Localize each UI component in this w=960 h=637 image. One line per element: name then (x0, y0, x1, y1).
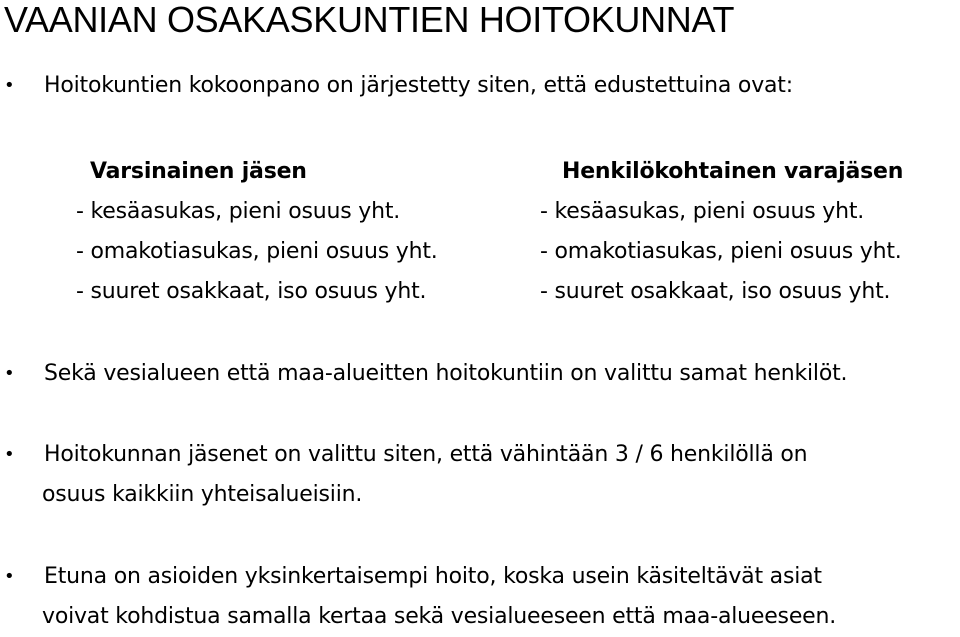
column-personal-deputy (540, 152, 903, 312)
bullet-line: Etuna on asioiden yksinkertaisempi hoito, koska usein käsiteltävät asiat (44, 564, 822, 589)
bullet-line: Hoitokunnan jäsenet on valittu siten, että vähintään 3 / 6 henkilöllä on (44, 442, 808, 467)
bullet-text (44, 435, 807, 515)
bullet-line: Sekä vesialueen että maa-alueitten hoitokuntiin on valittu samat henkilöt. (44, 361, 848, 386)
column-item: - kesäasukas, pieni osuus yht. (76, 199, 401, 224)
bullet-dot: • (4, 566, 15, 587)
bullet-dot: • (4, 444, 15, 465)
column-item: - omakotiasukas, pieni osuus yht. (540, 239, 902, 264)
column-item: - omakotiasukas, pieni osuus yht. (76, 239, 438, 264)
bullet-line: voivat kohdistua samalla kertaa sekä vesialueeseen että maa-alueeseen. (42, 604, 837, 629)
bullet-text (44, 557, 836, 637)
bullet-intro-text: Hoitokuntien kokoonpano on järjestetty siten, että edustettuina ovat: (44, 73, 793, 98)
column-regular-member (76, 152, 438, 312)
bullet-line: osuus kaikkiin yhteisalueisiin. (42, 482, 363, 507)
column-heading-personal-deputy: Henkilökohtainen varajäsen (562, 159, 904, 184)
column-heading-regular-member: Varsinainen jäsen (90, 159, 307, 184)
bullet-dot: • (4, 75, 15, 96)
column-item: - suuret osakkaat, iso osuus yht. (76, 279, 427, 304)
bullet-text (44, 354, 847, 394)
slide-title: VAANIAN OSAKASKUNTIEN HOITOKUNNAT (4, 0, 735, 40)
bullet-dot: • (4, 363, 15, 384)
column-item: - suuret osakkaat, iso osuus yht. (540, 279, 891, 304)
column-item: - kesäasukas, pieni osuus yht. (540, 199, 865, 224)
